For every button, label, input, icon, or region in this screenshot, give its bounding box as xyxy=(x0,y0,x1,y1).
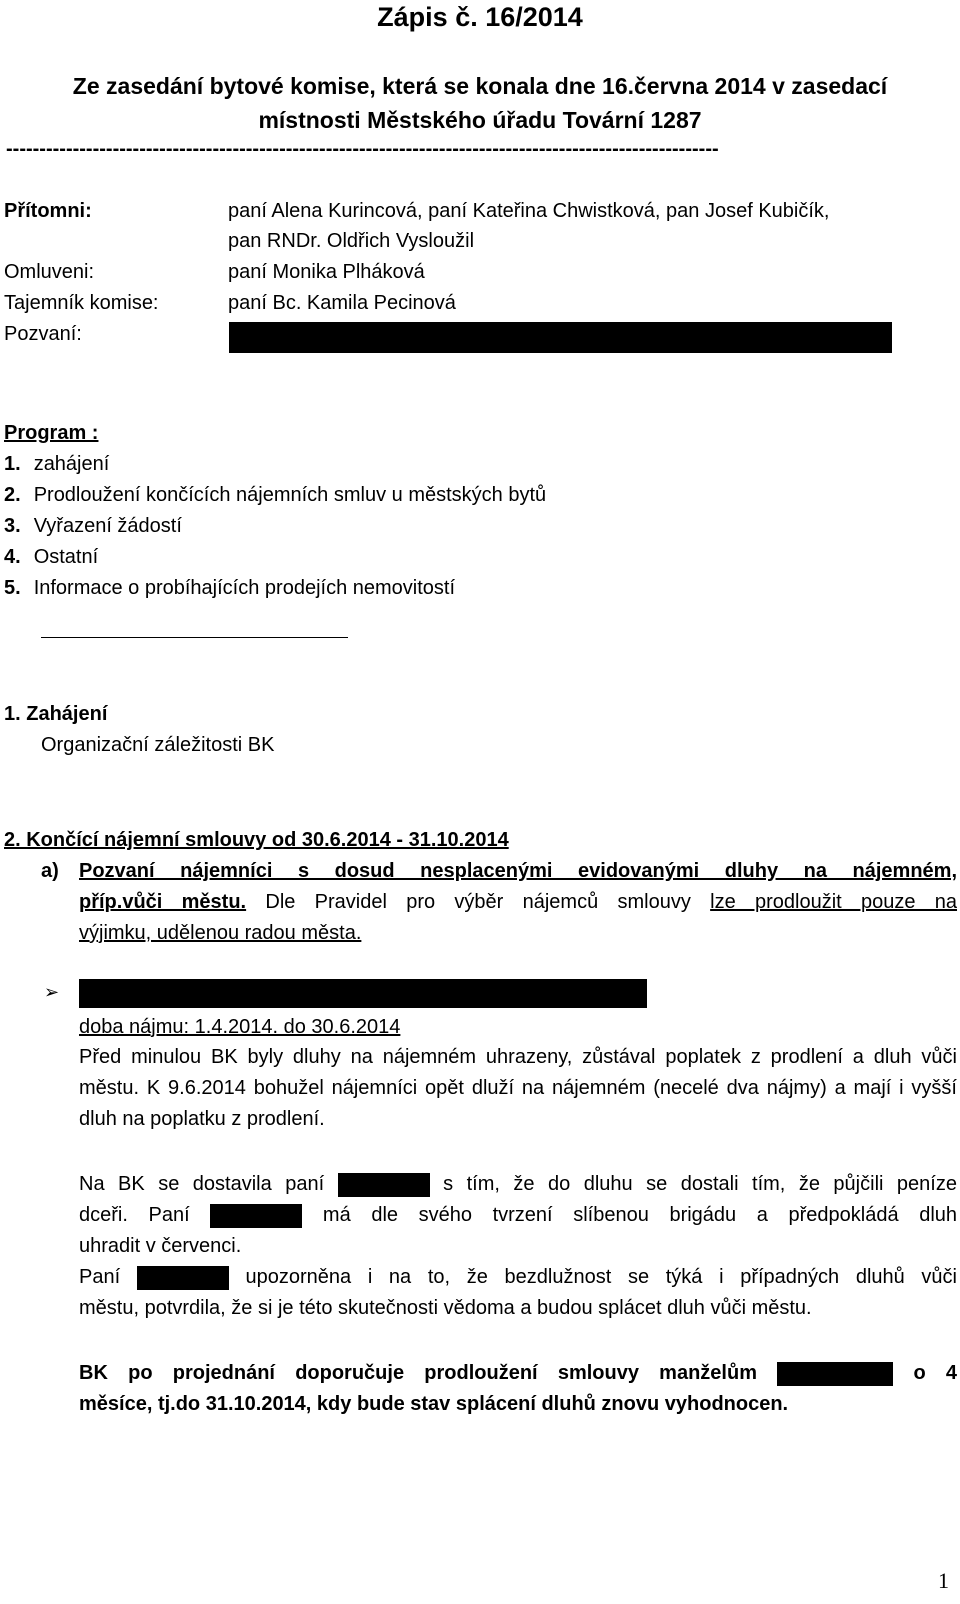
program-divider xyxy=(41,637,348,638)
program-item-4: 4. Ostatní xyxy=(4,546,99,568)
sub-a-line-3: výjimku, udělenou radou města. xyxy=(79,922,362,944)
redacted-invited-names xyxy=(229,322,892,353)
conclusion-line-1: BK po projednání doporučuje prodloužení smlouvy manželům o 4 xyxy=(79,1362,957,1384)
excused-label: Omluveni: xyxy=(4,261,95,283)
subtitle-line-1: Ze zasedání bytové komise, která se konala dne 16.června 2014 v zasedací xyxy=(72,73,888,99)
redacted-name xyxy=(137,1266,229,1290)
program-item-1: 1. zahájení xyxy=(4,453,110,475)
sub-a-line-2: příp.vůči městu. Dle Pravidel pro výběr nájemců smlouvy lze prodloužit pouze na xyxy=(79,891,958,913)
subtitle-line-2: místnosti Městského úřadu Tovární 1287 xyxy=(258,107,702,133)
program-item-5: 5. Informace o probíhajících prodejích nemovitostí xyxy=(4,577,456,599)
sub-a-line-1: Pozvaní nájemníci s dosud nesplacenými evidovanými dluhy na nájemném, xyxy=(79,860,957,882)
program-heading: Program : xyxy=(4,422,99,444)
paragraph-visit-line-3: uhradit v červenci. xyxy=(79,1235,242,1257)
separator-line: ----------------------------------------------------------------------------------------------------------- xyxy=(6,138,719,160)
section-1-text: Organizační záležitosti BK xyxy=(41,734,275,756)
redacted-tenant-name xyxy=(79,979,647,1008)
program-item-3: 3. Vyřazení žádostí xyxy=(4,515,182,537)
paragraph-warning-line-1: Paní upozorněna i na to, že bezdlužnost se týká i případných dluhů vůči xyxy=(79,1266,957,1288)
redacted-name xyxy=(210,1204,302,1228)
paragraph-debts: Před minulou BK byly dluhy na nájemném uhrazeny, zůstával poplatek z prodlení a dluh vůči městu. K 9.6.2014 bohužel nájemníci opět dluží na nájemném (necelé dva nájmy) a mají i vyšší dluh na poplatku z prodlení. xyxy=(79,1046,957,1130)
page-number: 1 xyxy=(938,1568,949,1593)
sub-marker-a: a) xyxy=(41,860,59,882)
section-1-heading: 1. Zahájení xyxy=(4,703,108,725)
paragraph-visit-line-2: dceři. Paní má dle svého tvrzení slíbenou brigádu a předpokládá dluh xyxy=(79,1204,958,1226)
paragraph-warning-line-2: městu, potvrdila, že si je této skutečnosti vědoma a budou splácet dluh vůči městu. xyxy=(79,1297,812,1319)
meeting-subtitle xyxy=(0,69,960,137)
secretary-value: paní Bc. Kamila Pecinová xyxy=(228,292,456,314)
present-line-2: pan RNDr. Oldřich Vysloužil xyxy=(228,230,475,252)
program-item-2: 2. Prodloužení končících nájemních smluv u městských bytů xyxy=(4,484,547,506)
document-title: Zápis č. 16/2014 xyxy=(377,2,583,32)
invited-label: Pozvaní: xyxy=(4,323,82,345)
conclusion-line-2: měsíce, tj.do 31.10.2014, kdy bude stav splácení dluhů znovu vyhodnocen. xyxy=(79,1393,789,1415)
excused-value: paní Monika Plháková xyxy=(228,261,425,283)
redacted-name xyxy=(338,1173,430,1197)
present-label: Přítomni: xyxy=(4,200,92,222)
section-2-heading: 2. Končící nájemní smlouvy od 30.6.2014 - 31.10.2014 xyxy=(4,829,509,851)
paragraph-visit-line-1: Na BK se dostavila paní s tím, že do dluhu se dostali tím, že půjčili peníze xyxy=(79,1173,957,1195)
bullet-arrow-icon: ➢ xyxy=(44,982,60,1002)
secretary-label: Tajemník komise: xyxy=(4,292,159,314)
present-line-1: paní Alena Kurincová, paní Kateřina Chwistková, pan Josef Kubičík, xyxy=(228,200,830,222)
lease-period: doba nájmu: 1.4.2014. do 30.6.2014 xyxy=(79,1016,401,1038)
redacted-name xyxy=(777,1362,893,1386)
